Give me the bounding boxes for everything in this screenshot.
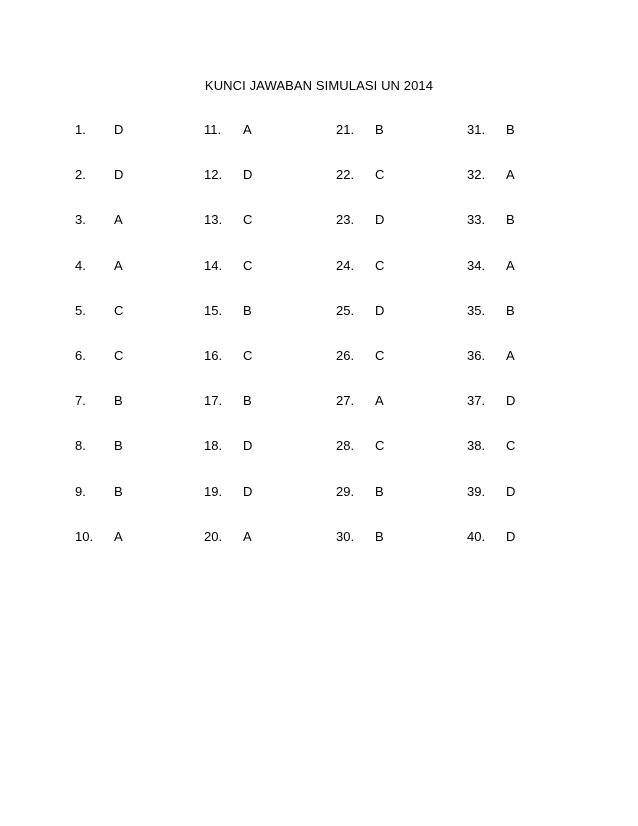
question-number: 2. [75,167,86,182]
question-number: 7. [75,393,86,408]
answer-letter: C [243,212,253,227]
question-number: 4. [75,258,86,273]
answer-letter: A [506,348,515,363]
question-number: 14. [204,258,223,273]
answer-letter: A [114,212,123,227]
question-number: 21. [336,122,355,137]
answer-letter: B [243,303,252,318]
answer-letter: C [375,167,385,182]
question-number: 23. [336,212,355,227]
answer-letter: A [114,529,123,544]
answer-letter: A [114,258,123,273]
question-number: 32. [467,167,486,182]
answer-letter: D [375,212,385,227]
answer-letter: B [375,529,384,544]
page-title: KUNCI JAWABAN SIMULASI UN 2014 [204,78,434,93]
answer-letter: C [506,438,516,453]
answer-letter: B [375,484,384,499]
question-number: 9. [75,484,86,499]
question-number: 6. [75,348,86,363]
answer-letter: D [114,122,124,137]
question-number: 18. [204,438,223,453]
question-number: 37. [467,393,486,408]
answer-letter: D [243,167,253,182]
answer-letter: C [375,258,385,273]
question-number: 29. [336,484,355,499]
question-number: 16. [204,348,223,363]
question-number: 11. [204,122,222,137]
answer-letter: B [506,212,515,227]
answer-letter: D [243,438,253,453]
question-number: 36. [467,348,486,363]
question-number: 39. [467,484,486,499]
answer-letter: C [243,348,253,363]
question-number: 20. [204,529,223,544]
question-number: 5. [75,303,86,318]
answer-letter: A [506,258,515,273]
question-number: 30. [336,529,355,544]
answer-letter: D [375,303,385,318]
answer-letter: A [375,393,384,408]
answer-letter: B [114,393,123,408]
question-number: 25. [336,303,355,318]
answer-letter: C [375,438,385,453]
answer-letter: D [506,393,516,408]
question-number: 35. [467,303,486,318]
question-number: 38. [467,438,486,453]
question-number: 3. [75,212,86,227]
answer-letter: D [114,167,124,182]
answer-letter: B [114,484,123,499]
answer-letter: B [506,303,515,318]
question-number: 12. [204,167,223,182]
question-number: 33. [467,212,486,227]
question-number: 1. [75,122,86,137]
question-number: 13. [204,212,223,227]
question-number: 27. [336,393,355,408]
answer-letter: C [114,348,124,363]
question-number: 19. [204,484,223,499]
answer-letter: B [243,393,252,408]
question-number: 34. [467,258,486,273]
question-number: 24. [336,258,355,273]
question-number: 8. [75,438,86,453]
question-number: 28. [336,438,355,453]
answer-letter: A [243,122,252,137]
question-number: 40. [467,529,486,544]
answer-letter: D [506,529,516,544]
answer-letter: C [243,258,253,273]
answer-letter: D [243,484,253,499]
question-number: 26. [336,348,355,363]
answer-letter: C [114,303,124,318]
answer-letter: A [506,167,515,182]
question-number: 22. [336,167,355,182]
answer-letter: B [114,438,123,453]
question-number: 17. [204,393,223,408]
question-number: 31. [467,122,486,137]
answer-letter: B [506,122,515,137]
answer-letter: B [375,122,384,137]
answer-letter: D [506,484,516,499]
answer-letter: A [243,529,252,544]
question-number: 15. [204,303,223,318]
question-number: 10. [75,529,94,544]
answer-letter: C [375,348,385,363]
